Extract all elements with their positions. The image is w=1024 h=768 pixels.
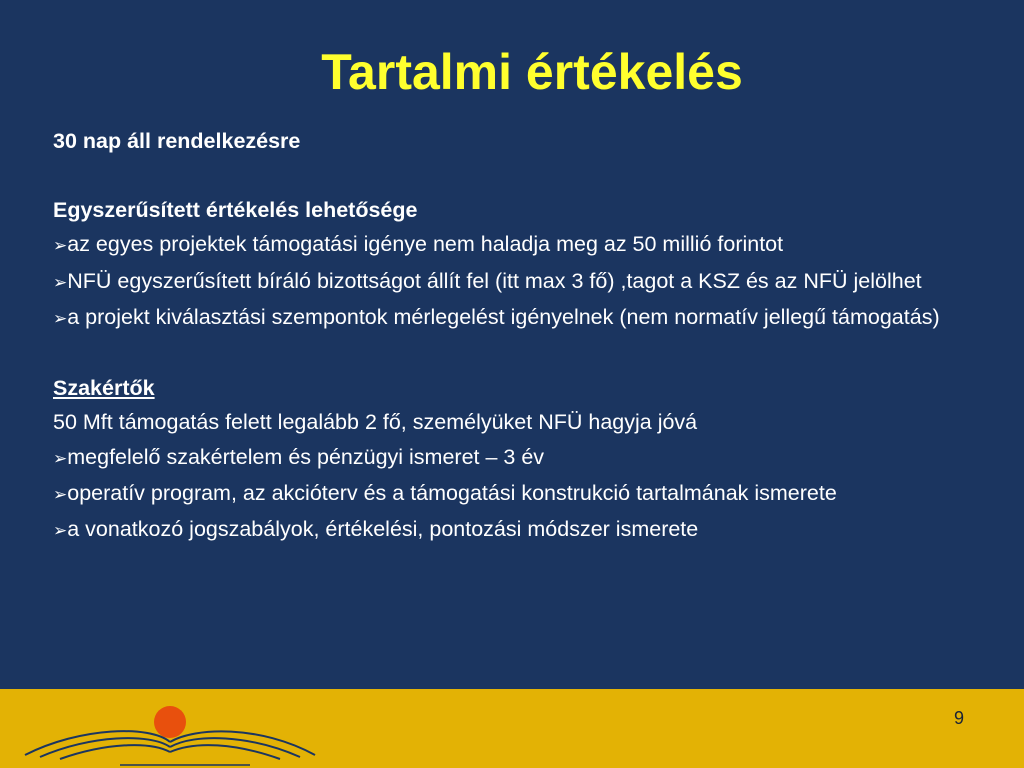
- arrow-bullet-icon: ➢: [53, 521, 68, 541]
- spacer: [53, 336, 983, 370]
- arrow-bullet-icon: ➢: [53, 272, 68, 292]
- bullet-text: a vonatkozó jogszabályok, értékelési, pontozási módszer ismerete: [67, 517, 699, 542]
- arrow-bullet-icon: ➢: [53, 485, 68, 505]
- page-number: 9: [953, 708, 964, 728]
- sun-over-fields-logo-icon: [20, 697, 320, 767]
- bullet-text: NFÜ egyszerűsített bíráló bizottságot állít fel (itt max 3 fő) ,tagot a KSZ és az NFÜ jelölhet: [67, 268, 922, 293]
- section3-heading: Szakértők: [53, 375, 155, 400]
- section3-line: 50 Mft támogatás felett legalább 2 fő, személyüket NFÜ hagyja jóvá: [53, 410, 698, 435]
- slide-title: Tartalmi értékelés: [321, 44, 743, 100]
- bullet-text: megfelelő szakértelem és pénzügyi ismeret – 3 év: [67, 444, 545, 469]
- bullet-text: a projekt kiválasztási szempontok mérlegelést igényelnek (nem normatív jellegű támogatás): [67, 305, 940, 330]
- bullet-text: operatív program, az akcióterv és a támogatási konstrukció tartalmának ismerete: [67, 481, 837, 506]
- bullet-text: az egyes projektek támogatási igénye nem haladja meg az 50 millió forintot: [67, 232, 784, 257]
- spacer: [53, 158, 983, 192]
- footer-bar: [0, 689, 1024, 768]
- bullet-item: [53, 440, 983, 476]
- section2-heading: Egyszerűsített értékelés lehetősége: [53, 197, 418, 222]
- bullet-item: [53, 300, 983, 336]
- bullet-item: [53, 264, 983, 300]
- arrow-bullet-icon: ➢: [53, 309, 68, 329]
- bullet-item: [53, 476, 983, 512]
- bullet-item: [53, 227, 983, 263]
- arrow-bullet-icon: ➢: [53, 448, 68, 468]
- section1-heading: 30 nap áll rendelkezésre: [53, 129, 301, 153]
- slide-content: [53, 124, 983, 549]
- arrow-bullet-icon: ➢: [53, 236, 68, 256]
- bullet-item: [53, 512, 983, 548]
